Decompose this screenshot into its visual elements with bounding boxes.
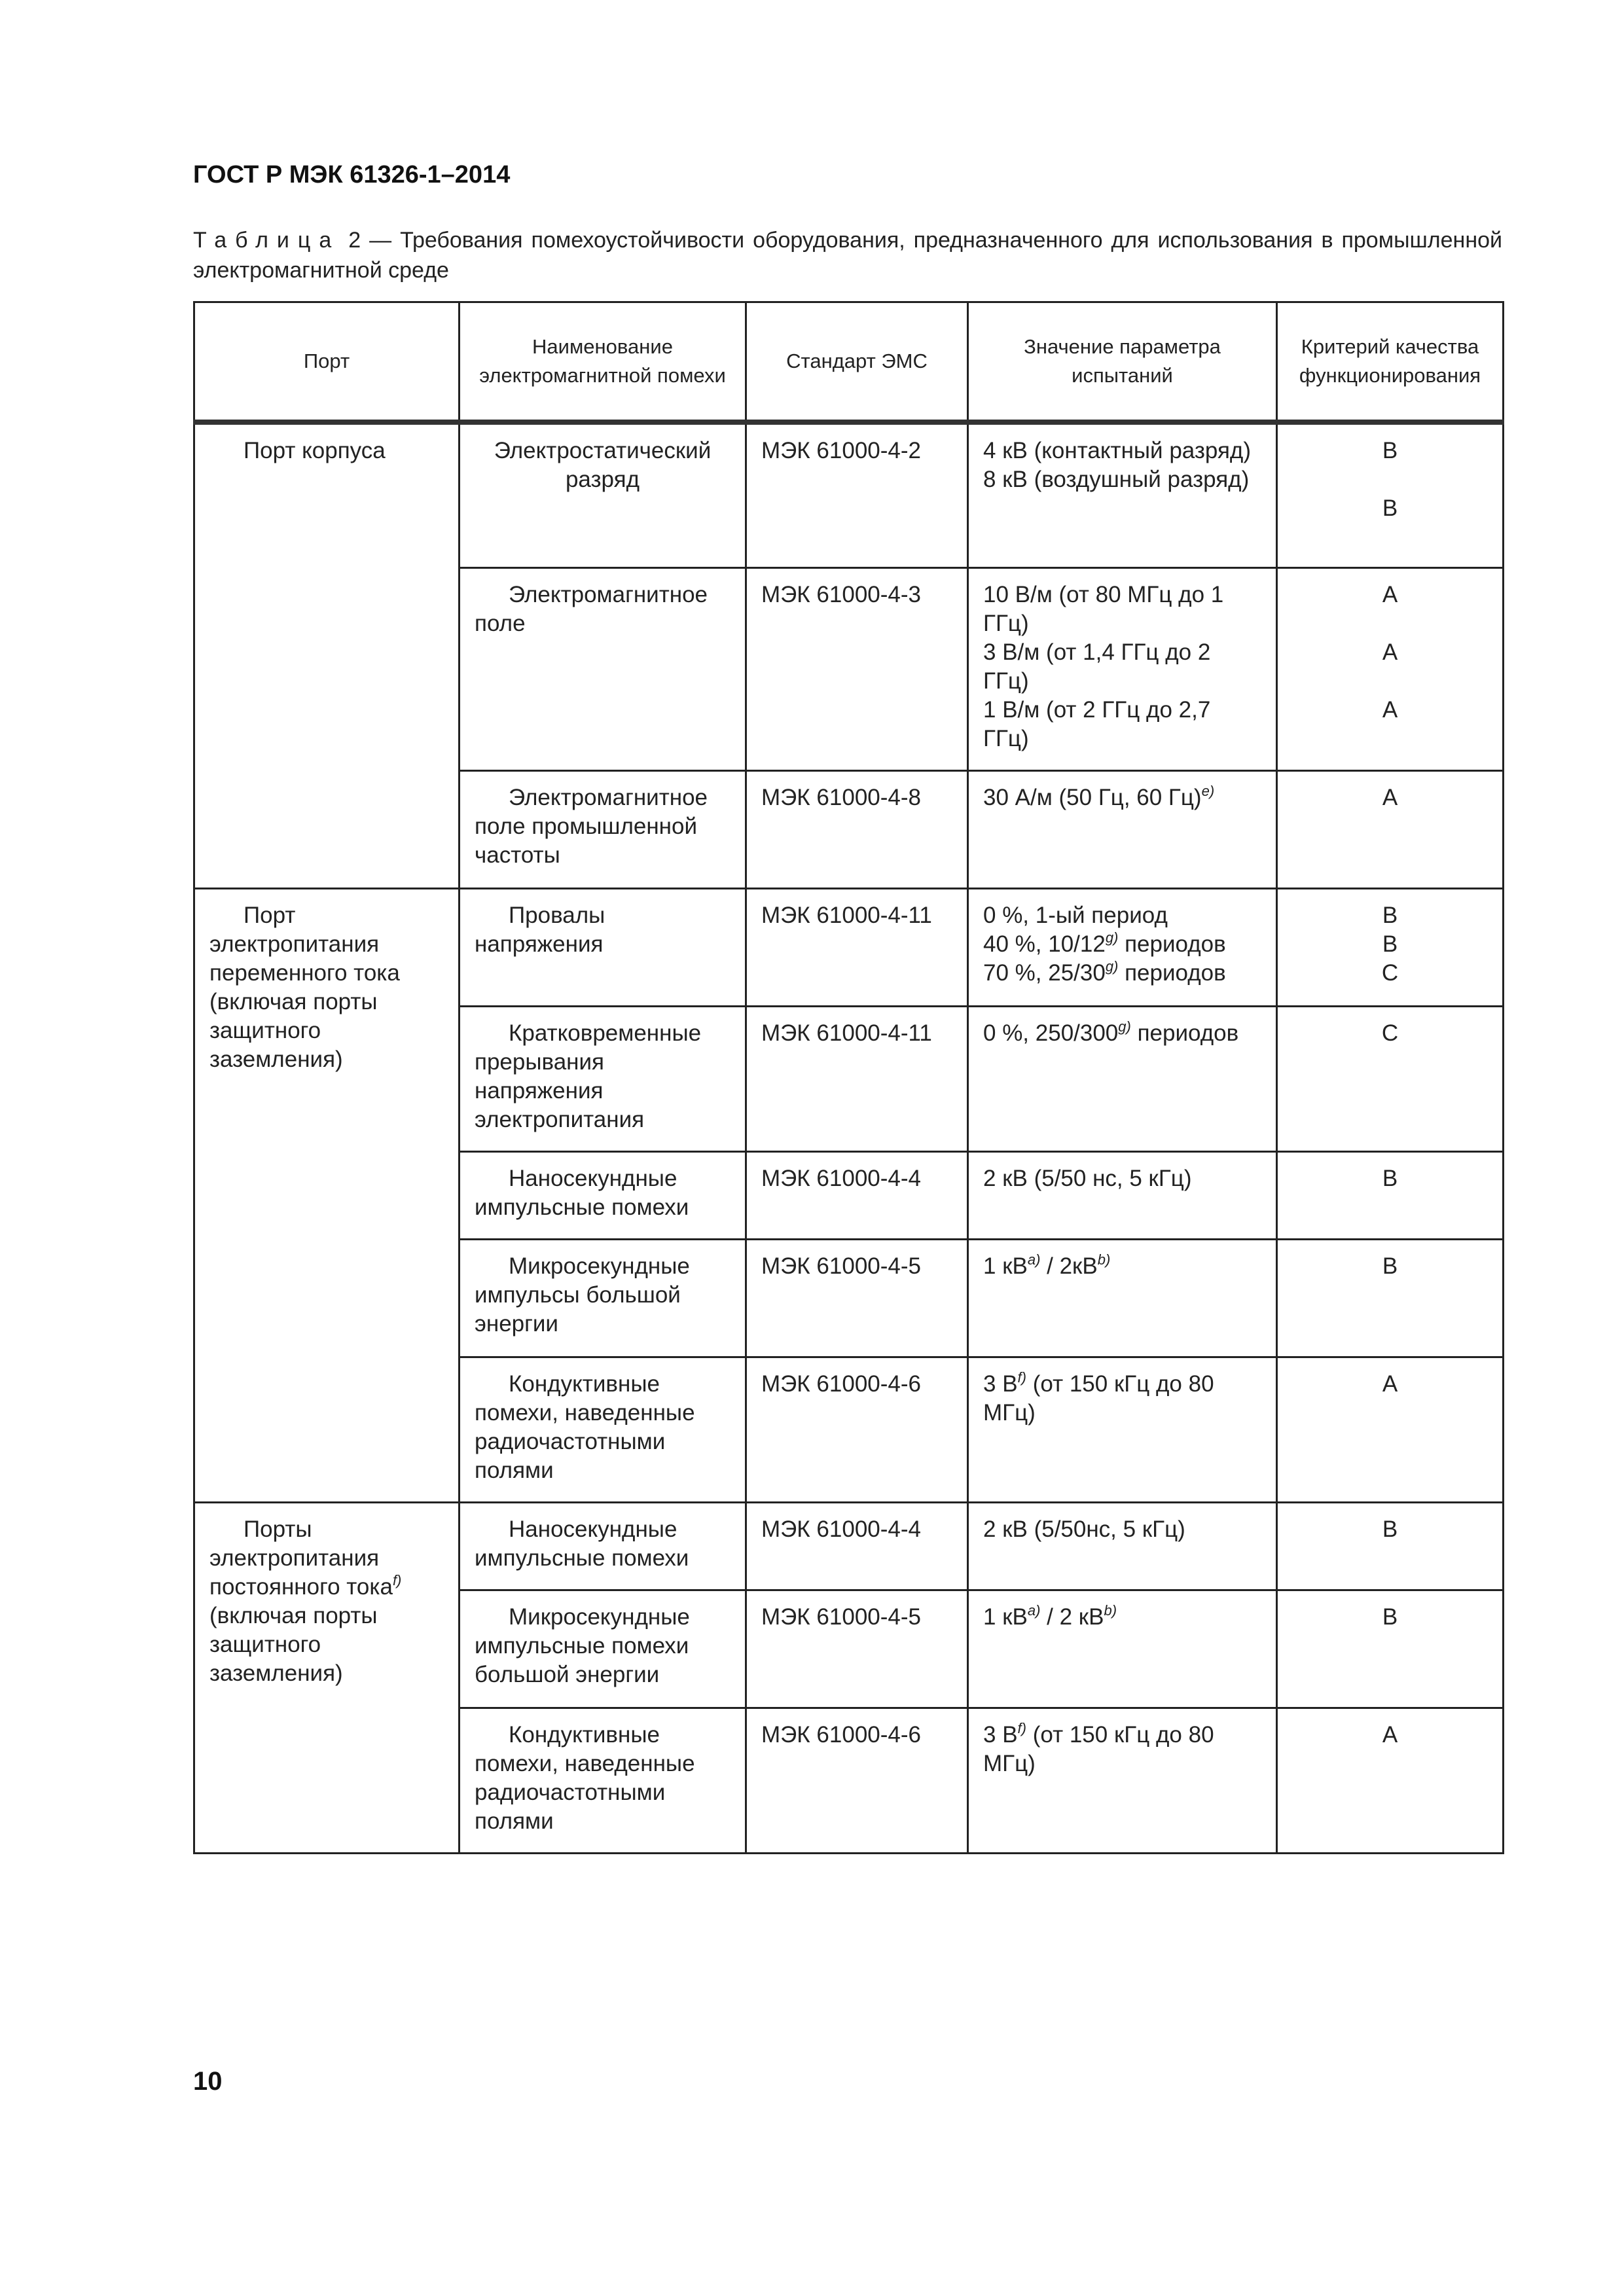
standard-cell: МЭК 61000-4-8 bbox=[746, 770, 968, 888]
table-row bbox=[194, 888, 1504, 1006]
criterion-cell: B B bbox=[1277, 422, 1504, 567]
disturbance-cell: Наносекундные импульсные помехи bbox=[460, 1502, 746, 1590]
test-value-cell: 3 $В^{f)}$ (от 150 кГц до 80 МГц) bbox=[968, 1708, 1277, 1853]
test-value-cell: 1 $кВ^{a)} / 2$ $кВ^{b)}$ bbox=[968, 1590, 1277, 1708]
standard-cell: МЭК 61000-4-4 bbox=[746, 1151, 968, 1239]
disturbance-cell: Электростатический разряд bbox=[460, 422, 746, 567]
criterion-cell: C bbox=[1277, 1006, 1504, 1151]
standard-cell: МЭК 61000-4-6 bbox=[746, 1708, 968, 1853]
disturbance-cell: Наносекундные импульсные помехи bbox=[460, 1151, 746, 1239]
caption-number: 2 bbox=[348, 228, 361, 253]
test-value-cell: 1 $кВ^{a)} / 2кВ^{b)}$ bbox=[968, 1239, 1277, 1357]
criterion-cell: B bbox=[1277, 1590, 1504, 1708]
standard-cell: МЭК 61000-4-4 bbox=[746, 1502, 968, 1590]
header-standard: Стандарт ЭМС bbox=[746, 302, 968, 423]
standard-cell: МЭК 61000-4-2 bbox=[746, 422, 968, 567]
disturbance-cell: Микросекундные импульсы большой энергии bbox=[460, 1239, 746, 1357]
criterion-cell: B bbox=[1277, 1151, 1504, 1239]
table-row bbox=[194, 1502, 1504, 1590]
test-value-cell: 0 %, 250/300$^{g)}$ периодов bbox=[968, 1006, 1277, 1151]
test-value-cell: 10 В/м (от 80 МГц до 1 ГГц) 3 В/м (от 1,4 ГГц до 2 ГГц) 1 В/м (от 2 ГГц до 2,7 ГГц) bbox=[968, 567, 1277, 770]
page-number: 10 bbox=[193, 2067, 223, 2096]
header-port: Порт bbox=[194, 302, 460, 423]
standard-cell: МЭК 61000-4-6 bbox=[746, 1357, 968, 1502]
test-value-cell: 30 А/м (50 Гц, 60 Гц)$^{e)}$ bbox=[968, 770, 1277, 888]
table-row bbox=[194, 422, 1504, 567]
standard-cell: МЭК 61000-4-11 bbox=[746, 888, 968, 1006]
criterion-cell: B bbox=[1277, 1502, 1504, 1590]
port-cell: Порты электропитания постоянного тока$^{f)}$ (включая порты защитного заземления) bbox=[194, 1502, 460, 1853]
disturbance-cell: Провалы напряжения bbox=[460, 888, 746, 1006]
criterion-cell: A A A bbox=[1277, 567, 1504, 770]
port-cell: Порт корпуса bbox=[194, 422, 460, 888]
disturbance-cell: Электромагнитное поле bbox=[460, 567, 746, 770]
disturbance-cell: Кратковременные прерывания напряжения электропитания bbox=[460, 1006, 746, 1151]
header-disturbance: Наименование электромагнитной помехи bbox=[460, 302, 746, 423]
disturbance-cell: Электромагнитное поле промышленной частоты bbox=[460, 770, 746, 888]
standard-cell: МЭК 61000-4-5 bbox=[746, 1239, 968, 1357]
disturbance-cell: Микросекундные импульсные помехи большой энергии bbox=[460, 1590, 746, 1708]
document-header: ГОСТ Р МЭК 61326-1–2014 bbox=[193, 161, 511, 188]
caption-label: Таблица bbox=[193, 228, 340, 253]
disturbance-cell: Кондуктивные помехи, наведенные радиочастотными полями bbox=[460, 1357, 746, 1502]
disturbance-cell: Кондуктивные помехи, наведенные радиочастотными полями bbox=[460, 1708, 746, 1853]
criterion-cell: B B C bbox=[1277, 888, 1504, 1006]
criterion-cell: A bbox=[1277, 1708, 1504, 1853]
test-value-cell: 3 $В^{f)}$ (от 150 кГц до 80 МГц) bbox=[968, 1357, 1277, 1502]
criterion-cell: B bbox=[1277, 1239, 1504, 1357]
standard-cell: МЭК 61000-4-5 bbox=[746, 1590, 968, 1708]
header-test-value: Значение параметра испытаний bbox=[968, 302, 1277, 423]
criterion-cell: A bbox=[1277, 1357, 1504, 1502]
table-header-row bbox=[194, 302, 1504, 423]
standard-cell: МЭК 61000-4-11 bbox=[746, 1006, 968, 1151]
port-cell: Порт электропитания переменного тока (включая порты защитного заземления) bbox=[194, 888, 460, 1502]
header-criterion: Критерий качества функционирования bbox=[1277, 302, 1504, 423]
test-value-cell: 2 кВ (5/50нс, 5 кГц) bbox=[968, 1502, 1277, 1590]
caption-text: — Требования помехоустойчивости оборудования, предназначенного для использования в промышленной электромагнитной среде bbox=[193, 228, 1502, 283]
test-value-cell: 2 кВ (5/50 нс, 5 кГц) bbox=[968, 1151, 1277, 1239]
immunity-requirements-table bbox=[193, 301, 1504, 1854]
test-value-cell: 4 кВ (контактный разряд) 8 кВ (воздушный разряд) bbox=[968, 422, 1277, 567]
criterion-cell: A bbox=[1277, 770, 1504, 888]
standard-cell: МЭК 61000-4-3 bbox=[746, 567, 968, 770]
table-caption bbox=[193, 225, 1502, 285]
test-value-cell: 0 %, 1-ый период 40 %, 10/12$^{g)}$ периодов 70 %, 25/30$^{g)}$ периодов bbox=[968, 888, 1277, 1006]
